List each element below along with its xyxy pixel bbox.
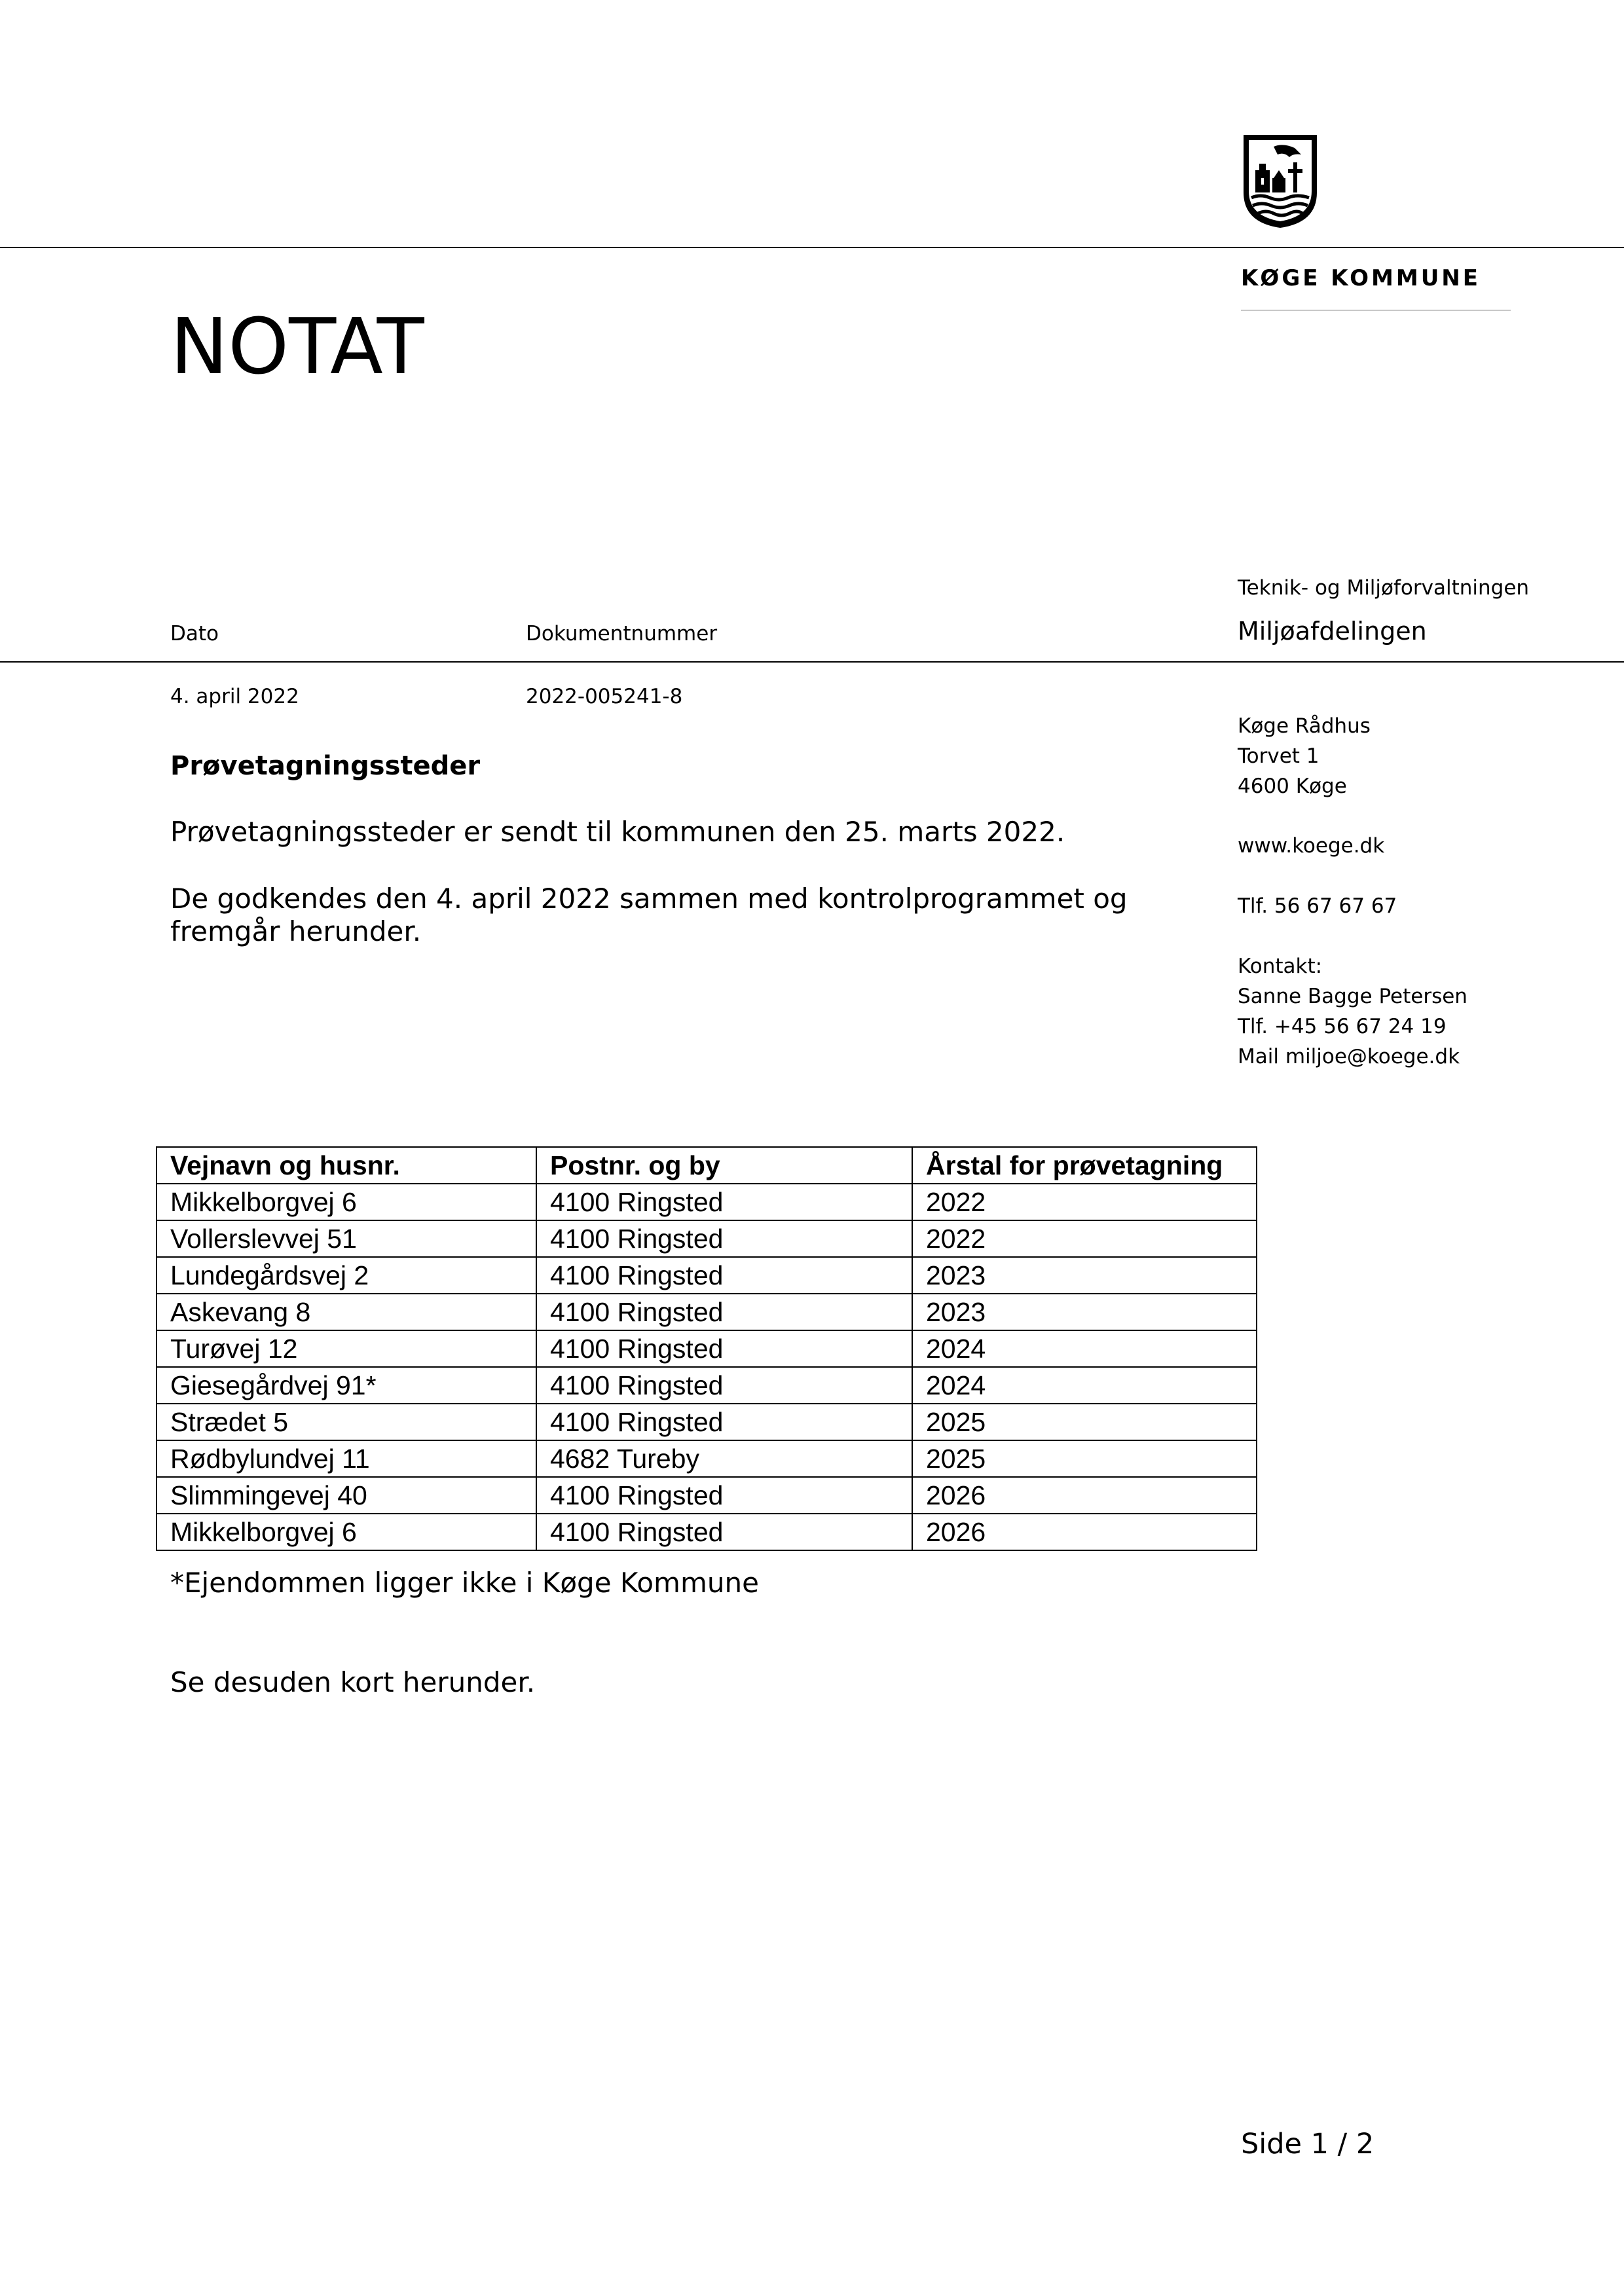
address-line-1: Køge Rådhus <box>1238 714 1371 738</box>
cell-street: Vollerslevvej 51 <box>157 1220 536 1257</box>
cell-postcode: 4100 Ringsted <box>536 1477 912 1514</box>
document-title: NOTAT <box>170 301 424 392</box>
cell-year: 2024 <box>912 1367 1257 1404</box>
division-name: Miljøafdelingen <box>1238 617 1427 646</box>
cell-year: 2026 <box>912 1514 1257 1550</box>
table-row <box>157 1367 1257 1404</box>
paragraph-1: Prøvetagningssteder er sendt til kommunen den 25. marts 2022. <box>170 816 1065 848</box>
cell-street: Askevang 8 <box>157 1294 536 1330</box>
cell-postcode: 4100 Ringsted <box>536 1404 912 1440</box>
cell-year: 2022 <box>912 1184 1257 1220</box>
cell-year: 2025 <box>912 1404 1257 1440</box>
doc-number-label: Dokumentnummer <box>526 622 718 646</box>
cell-postcode: 4100 Ringsted <box>536 1294 912 1330</box>
website[interactable]: www.koege.dk <box>1238 834 1385 858</box>
meta-divider <box>0 661 1624 663</box>
top-divider <box>0 247 1624 248</box>
cell-street: Mikkelborgvej 6 <box>157 1514 536 1550</box>
doc-number-value: 2022-005241-8 <box>526 685 683 708</box>
brand-name: KØGE KOMMUNE <box>1241 265 1481 291</box>
date-value: 4. april 2022 <box>170 685 299 708</box>
sampling-sites-table <box>156 1146 1257 1551</box>
table-header-row <box>157 1147 1257 1184</box>
table-row <box>157 1257 1257 1294</box>
department-name: Teknik- og Miljøforvaltningen <box>1238 576 1530 600</box>
cell-street: Turøvej 12 <box>157 1330 536 1367</box>
address-line-2: Torvet 1 <box>1238 744 1320 768</box>
address-line-3: 4600 Køge <box>1238 774 1347 798</box>
table-row <box>157 1220 1257 1257</box>
page-number: Side 1 / 2 <box>1241 2128 1375 2160</box>
cell-year: 2024 <box>912 1330 1257 1367</box>
koege-coat-of-arms-icon <box>1241 132 1320 229</box>
column-header-postcode: Postnr. og by <box>536 1147 912 1184</box>
table-row <box>157 1330 1257 1367</box>
closing-text: Se desuden kort herunder. <box>170 1666 536 1698</box>
cell-street: Lundegårdsvej 2 <box>157 1257 536 1294</box>
cell-year: 2022 <box>912 1220 1257 1257</box>
section-heading: Prøvetagningssteder <box>170 751 481 781</box>
column-header-street: Vejnavn og husnr. <box>157 1147 536 1184</box>
cell-postcode: 4100 Ringsted <box>536 1220 912 1257</box>
brand-divider <box>1241 310 1511 311</box>
contact-phone: Tlf. +45 56 67 24 19 <box>1238 1015 1447 1038</box>
phone: Tlf. 56 67 67 67 <box>1238 894 1397 918</box>
cell-street: Rødbylundvej 11 <box>157 1440 536 1477</box>
contact-mail[interactable]: Mail miljoe@koege.dk <box>1238 1045 1460 1068</box>
column-header-year: Årstal for prøvetagning <box>912 1147 1257 1184</box>
cell-street: Giesegårdvej 91* <box>157 1367 536 1404</box>
cell-postcode: 4100 Ringsted <box>536 1184 912 1220</box>
cell-street: Mikkelborgvej 6 <box>157 1184 536 1220</box>
cell-postcode: 4682 Tureby <box>536 1440 912 1477</box>
cell-postcode: 4100 Ringsted <box>536 1257 912 1294</box>
cell-year: 2025 <box>912 1440 1257 1477</box>
table-row <box>157 1440 1257 1477</box>
contact-name: Sanne Bagge Petersen <box>1238 985 1467 1008</box>
cell-year: 2026 <box>912 1477 1257 1514</box>
table-row <box>157 1294 1257 1330</box>
table-row <box>157 1184 1257 1220</box>
cell-postcode: 4100 Ringsted <box>536 1514 912 1550</box>
cell-street: Strædet 5 <box>157 1404 536 1440</box>
cell-postcode: 4100 Ringsted <box>536 1330 912 1367</box>
cell-street: Slimmingevej 40 <box>157 1477 536 1514</box>
table-row <box>157 1404 1257 1440</box>
cell-postcode: 4100 Ringsted <box>536 1367 912 1404</box>
cell-year: 2023 <box>912 1257 1257 1294</box>
contact-label: Kontakt: <box>1238 955 1323 978</box>
table-row <box>157 1514 1257 1550</box>
table-footnote: *Ejendommen ligger ikke i Køge Kommune <box>170 1567 759 1599</box>
paragraph-2-line-1: De godkendes den 4. april 2022 sammen med kontrolprogrammet og <box>170 883 1128 915</box>
table-row <box>157 1477 1257 1514</box>
cell-year: 2023 <box>912 1294 1257 1330</box>
paragraph-2-line-2: fremgår herunder. <box>170 915 422 947</box>
date-label: Dato <box>170 622 219 646</box>
